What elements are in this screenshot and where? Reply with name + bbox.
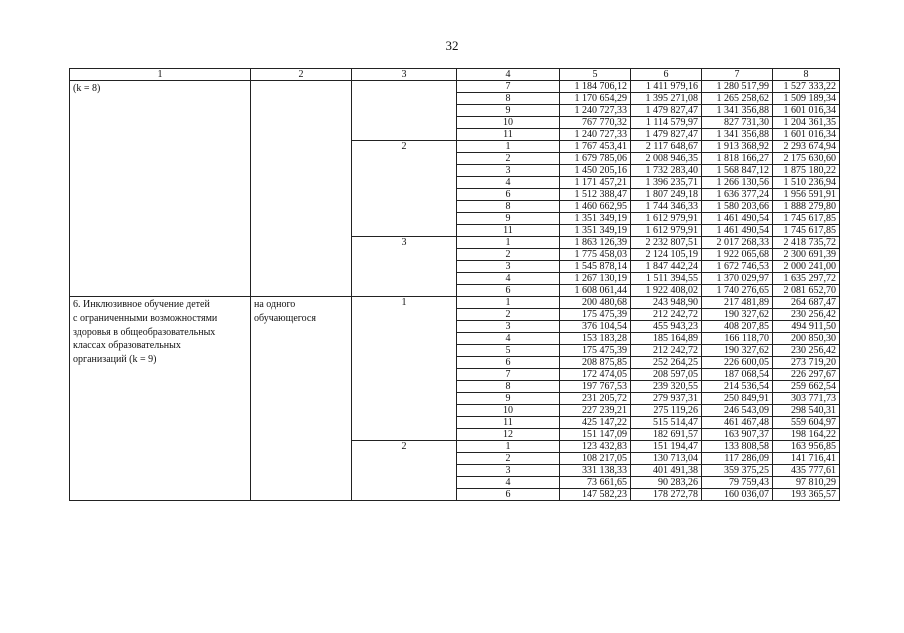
value-cell: 1 745 617,85: [773, 213, 840, 225]
value-cell: 190 327,62: [702, 345, 773, 357]
col4-cell: 3: [457, 321, 560, 333]
value-cell: 108 217,05: [560, 453, 631, 465]
value-cell: 117 286,09: [702, 453, 773, 465]
value-cell: 1 280 517,99: [702, 81, 773, 93]
data-table: [69, 68, 840, 501]
value-cell: 153 183,28: [560, 333, 631, 345]
value-cell: 1 527 333,22: [773, 81, 840, 93]
value-cell: 172 474,05: [560, 369, 631, 381]
value-cell: 461 467,48: [702, 417, 773, 429]
value-cell: 217 481,89: [702, 297, 773, 309]
value-cell: 1 509 189,34: [773, 93, 840, 105]
col4-cell: 1: [457, 237, 560, 249]
col4-cell: 8: [457, 381, 560, 393]
col4-cell: 2: [457, 153, 560, 165]
value-cell: 160 036,07: [702, 489, 773, 501]
col3-cell: 2: [352, 441, 457, 501]
value-cell: 1 450 205,16: [560, 165, 631, 177]
value-cell: 1 636 377,24: [702, 189, 773, 201]
value-cell: 227 239,21: [560, 405, 631, 417]
value-cell: 1 204 361,35: [773, 117, 840, 129]
col4-cell: 10: [457, 405, 560, 417]
value-cell: 252 264,25: [631, 357, 702, 369]
value-cell: 1 847 442,24: [631, 261, 702, 273]
value-cell: 1 922 065,68: [702, 249, 773, 261]
col4-cell: 12: [457, 429, 560, 441]
value-cell: 130 713,04: [631, 453, 702, 465]
value-cell: 275 119,26: [631, 405, 702, 417]
col4-cell: 6: [457, 489, 560, 501]
col2-cell: [251, 81, 352, 297]
value-cell: 298 540,31: [773, 405, 840, 417]
value-cell: 303 771,73: [773, 393, 840, 405]
value-cell: 2 300 691,39: [773, 249, 840, 261]
value-cell: 208 597,05: [631, 369, 702, 381]
col4-cell: 3: [457, 165, 560, 177]
value-cell: 1 479 827,47: [631, 129, 702, 141]
value-cell: 231 205,72: [560, 393, 631, 405]
value-cell: 214 536,54: [702, 381, 773, 393]
col4-cell: 8: [457, 93, 560, 105]
value-cell: 1 461 490,54: [702, 225, 773, 237]
col4-cell: 1: [457, 297, 560, 309]
value-cell: 2 081 652,70: [773, 285, 840, 297]
value-cell: 1 479 827,47: [631, 105, 702, 117]
value-cell: 1 875 180,22: [773, 165, 840, 177]
value-cell: 827 731,30: [702, 117, 773, 129]
value-cell: 1 370 029,97: [702, 273, 773, 285]
value-cell: 1 351 349,19: [560, 213, 631, 225]
table-row: [70, 81, 840, 93]
value-cell: 767 770,32: [560, 117, 631, 129]
value-cell: 259 662,54: [773, 381, 840, 393]
value-cell: 123 432,83: [560, 441, 631, 453]
col4-cell: 2: [457, 249, 560, 261]
value-cell: 515 514,47: [631, 417, 702, 429]
value-cell: 182 691,57: [631, 429, 702, 441]
label-line: с ограниченными возможностями: [73, 312, 218, 324]
col4-cell: 11: [457, 225, 560, 237]
value-cell: 239 320,55: [631, 381, 702, 393]
value-cell: 1 612 979,91: [631, 225, 702, 237]
col4-cell: 2: [457, 453, 560, 465]
value-cell: 1 888 279,80: [773, 201, 840, 213]
value-cell: 212 242,72: [631, 309, 702, 321]
value-cell: 151 147,09: [560, 429, 631, 441]
value-cell: 1 775 458,03: [560, 249, 631, 261]
value-cell: 376 104,54: [560, 321, 631, 333]
col4-cell: 6: [457, 285, 560, 297]
value-cell: 175 475,39: [560, 309, 631, 321]
value-cell: 408 207,85: [702, 321, 773, 333]
column-header: 6: [631, 69, 702, 81]
column-header: 2: [251, 69, 352, 81]
value-cell: 2 418 735,72: [773, 237, 840, 249]
value-cell: 1 184 706,12: [560, 81, 631, 93]
value-cell: 226 297,67: [773, 369, 840, 381]
value-cell: 1 461 490,54: [702, 213, 773, 225]
col4-cell: 6: [457, 189, 560, 201]
value-cell: 197 767,53: [560, 381, 631, 393]
value-cell: 1 170 654,29: [560, 93, 631, 105]
label-line: организаций (k = 9): [73, 354, 157, 366]
col4-cell: 5: [457, 345, 560, 357]
value-cell: 1 818 166,27: [702, 153, 773, 165]
col1-label-cell: (k = 8): [70, 81, 251, 297]
value-cell: 264 687,47: [773, 297, 840, 309]
value-cell: 1 672 746,53: [702, 261, 773, 273]
value-cell: 1 922 408,02: [631, 285, 702, 297]
value-cell: 141 716,41: [773, 453, 840, 465]
value-cell: 2 124 105,19: [631, 249, 702, 261]
value-cell: 200 850,30: [773, 333, 840, 345]
col4-cell: 7: [457, 369, 560, 381]
value-cell: 359 375,25: [702, 465, 773, 477]
label-line: на одного: [254, 299, 296, 310]
value-cell: 193 365,57: [773, 489, 840, 501]
value-cell: 425 147,22: [560, 417, 631, 429]
value-cell: 200 480,68: [560, 297, 631, 309]
column-header: 1: [70, 69, 251, 81]
col3-cell: [352, 81, 457, 141]
label-line: обучающегося: [254, 312, 316, 324]
value-cell: 1 956 591,91: [773, 189, 840, 201]
col4-cell: 3: [457, 261, 560, 273]
column-header: 3: [352, 69, 457, 81]
col4-cell: 2: [457, 309, 560, 321]
value-cell: 1 240 727,33: [560, 129, 631, 141]
col3-cell: 1: [352, 297, 457, 441]
value-cell: 1 510 236,94: [773, 177, 840, 189]
value-cell: 133 808,58: [702, 441, 773, 453]
value-cell: 2 000 241,00: [773, 261, 840, 273]
value-cell: 2 117 648,67: [631, 141, 702, 153]
value-cell: 1 411 979,16: [631, 81, 702, 93]
value-cell: 455 943,23: [631, 321, 702, 333]
header-row: [70, 69, 840, 81]
value-cell: 246 543,09: [702, 405, 773, 417]
value-cell: 1 601 016,34: [773, 129, 840, 141]
col4-cell: 4: [457, 477, 560, 489]
value-cell: 1 863 126,39: [560, 237, 631, 249]
value-cell: 2 293 674,94: [773, 141, 840, 153]
col4-cell: 11: [457, 129, 560, 141]
column-header: 5: [560, 69, 631, 81]
value-cell: 79 759,43: [702, 477, 773, 489]
value-cell: 230 256,42: [773, 345, 840, 357]
value-cell: 90 283,26: [631, 477, 702, 489]
col4-cell: 9: [457, 105, 560, 117]
col4-cell: 9: [457, 213, 560, 225]
value-cell: 1 266 130,56: [702, 177, 773, 189]
value-cell: 1 511 394,55: [631, 273, 702, 285]
value-cell: 1 240 727,33: [560, 105, 631, 117]
value-cell: 243 948,90: [631, 297, 702, 309]
col4-cell: 6: [457, 357, 560, 369]
value-cell: 178 272,78: [631, 489, 702, 501]
value-cell: 1 807 249,18: [631, 189, 702, 201]
value-cell: 1 114 579,97: [631, 117, 702, 129]
value-cell: 2 232 807,51: [631, 237, 702, 249]
value-cell: 190 327,62: [702, 309, 773, 321]
value-cell: 1 460 662,95: [560, 201, 631, 213]
value-cell: 163 956,85: [773, 441, 840, 453]
value-cell: 331 138,33: [560, 465, 631, 477]
col4-cell: 8: [457, 201, 560, 213]
value-cell: 198 164,22: [773, 429, 840, 441]
value-cell: 1 171 457,21: [560, 177, 631, 189]
label-line: 6. Инклюзивное обучение детей: [73, 299, 210, 310]
col4-cell: 4: [457, 177, 560, 189]
value-cell: 279 937,31: [631, 393, 702, 405]
col4-cell: 4: [457, 333, 560, 345]
value-cell: 1 568 847,12: [702, 165, 773, 177]
value-cell: 163 907,37: [702, 429, 773, 441]
value-cell: 1 545 878,14: [560, 261, 631, 273]
col4-cell: 10: [457, 117, 560, 129]
value-cell: 1 512 388,47: [560, 189, 631, 201]
col4-cell: 1: [457, 441, 560, 453]
value-cell: 187 068,54: [702, 369, 773, 381]
value-cell: 401 491,38: [631, 465, 702, 477]
value-cell: 166 118,70: [702, 333, 773, 345]
value-cell: 230 256,42: [773, 309, 840, 321]
label-line: классах образовательных: [73, 340, 181, 352]
value-cell: 2 175 630,60: [773, 153, 840, 165]
value-cell: 1 580 203,66: [702, 201, 773, 213]
col4-cell: 9: [457, 393, 560, 405]
value-cell: 226 600,05: [702, 357, 773, 369]
col2-label-cell: [251, 297, 352, 501]
value-cell: 1 341 356,88: [702, 129, 773, 141]
col4-cell: 1: [457, 141, 560, 153]
value-cell: 147 582,23: [560, 489, 631, 501]
value-cell: 1 612 979,91: [631, 213, 702, 225]
col4-cell: 4: [457, 273, 560, 285]
value-cell: 1 679 785,06: [560, 153, 631, 165]
value-cell: 1 740 276,65: [702, 285, 773, 297]
value-cell: 2 008 946,35: [631, 153, 702, 165]
col4-cell: 11: [457, 417, 560, 429]
value-cell: 1 265 258,62: [702, 93, 773, 105]
col4-cell: 3: [457, 465, 560, 477]
value-cell: 559 604,97: [773, 417, 840, 429]
value-cell: 212 242,72: [631, 345, 702, 357]
value-cell: 1 396 235,71: [631, 177, 702, 189]
value-cell: 97 810,29: [773, 477, 840, 489]
page-number: 32: [445, 38, 459, 53]
value-cell: 1 351 349,19: [560, 225, 631, 237]
value-cell: 175 475,39: [560, 345, 631, 357]
col3-cell: 2: [352, 141, 457, 237]
col1-label-cell: [70, 297, 251, 501]
value-cell: 1 732 283,40: [631, 165, 702, 177]
column-header: 8: [773, 69, 840, 81]
value-cell: 494 911,50: [773, 321, 840, 333]
value-cell: 1 913 368,92: [702, 141, 773, 153]
value-cell: 1 767 453,41: [560, 141, 631, 153]
col4-cell: 7: [457, 81, 560, 93]
value-cell: 185 164,89: [631, 333, 702, 345]
label-line: здоровья в общеобразовательных: [73, 326, 216, 338]
col3-cell: 3: [352, 237, 457, 297]
value-cell: 208 875,85: [560, 357, 631, 369]
value-cell: 73 661,65: [560, 477, 631, 489]
value-cell: 1 395 271,08: [631, 93, 702, 105]
column-header: 7: [702, 69, 773, 81]
value-cell: 1 341 356,88: [702, 105, 773, 117]
value-cell: 435 777,61: [773, 465, 840, 477]
value-cell: 1 601 016,34: [773, 105, 840, 117]
value-cell: 2 017 268,33: [702, 237, 773, 249]
table-row: [70, 297, 840, 309]
value-cell: 1 635 297,72: [773, 273, 840, 285]
value-cell: 1 745 617,85: [773, 225, 840, 237]
value-cell: 1 267 130,19: [560, 273, 631, 285]
value-cell: 273 719,20: [773, 357, 840, 369]
column-header: 4: [457, 69, 560, 81]
value-cell: 250 849,91: [702, 393, 773, 405]
value-cell: 151 194,47: [631, 441, 702, 453]
value-cell: 1 744 346,33: [631, 201, 702, 213]
value-cell: 1 608 061,44: [560, 285, 631, 297]
